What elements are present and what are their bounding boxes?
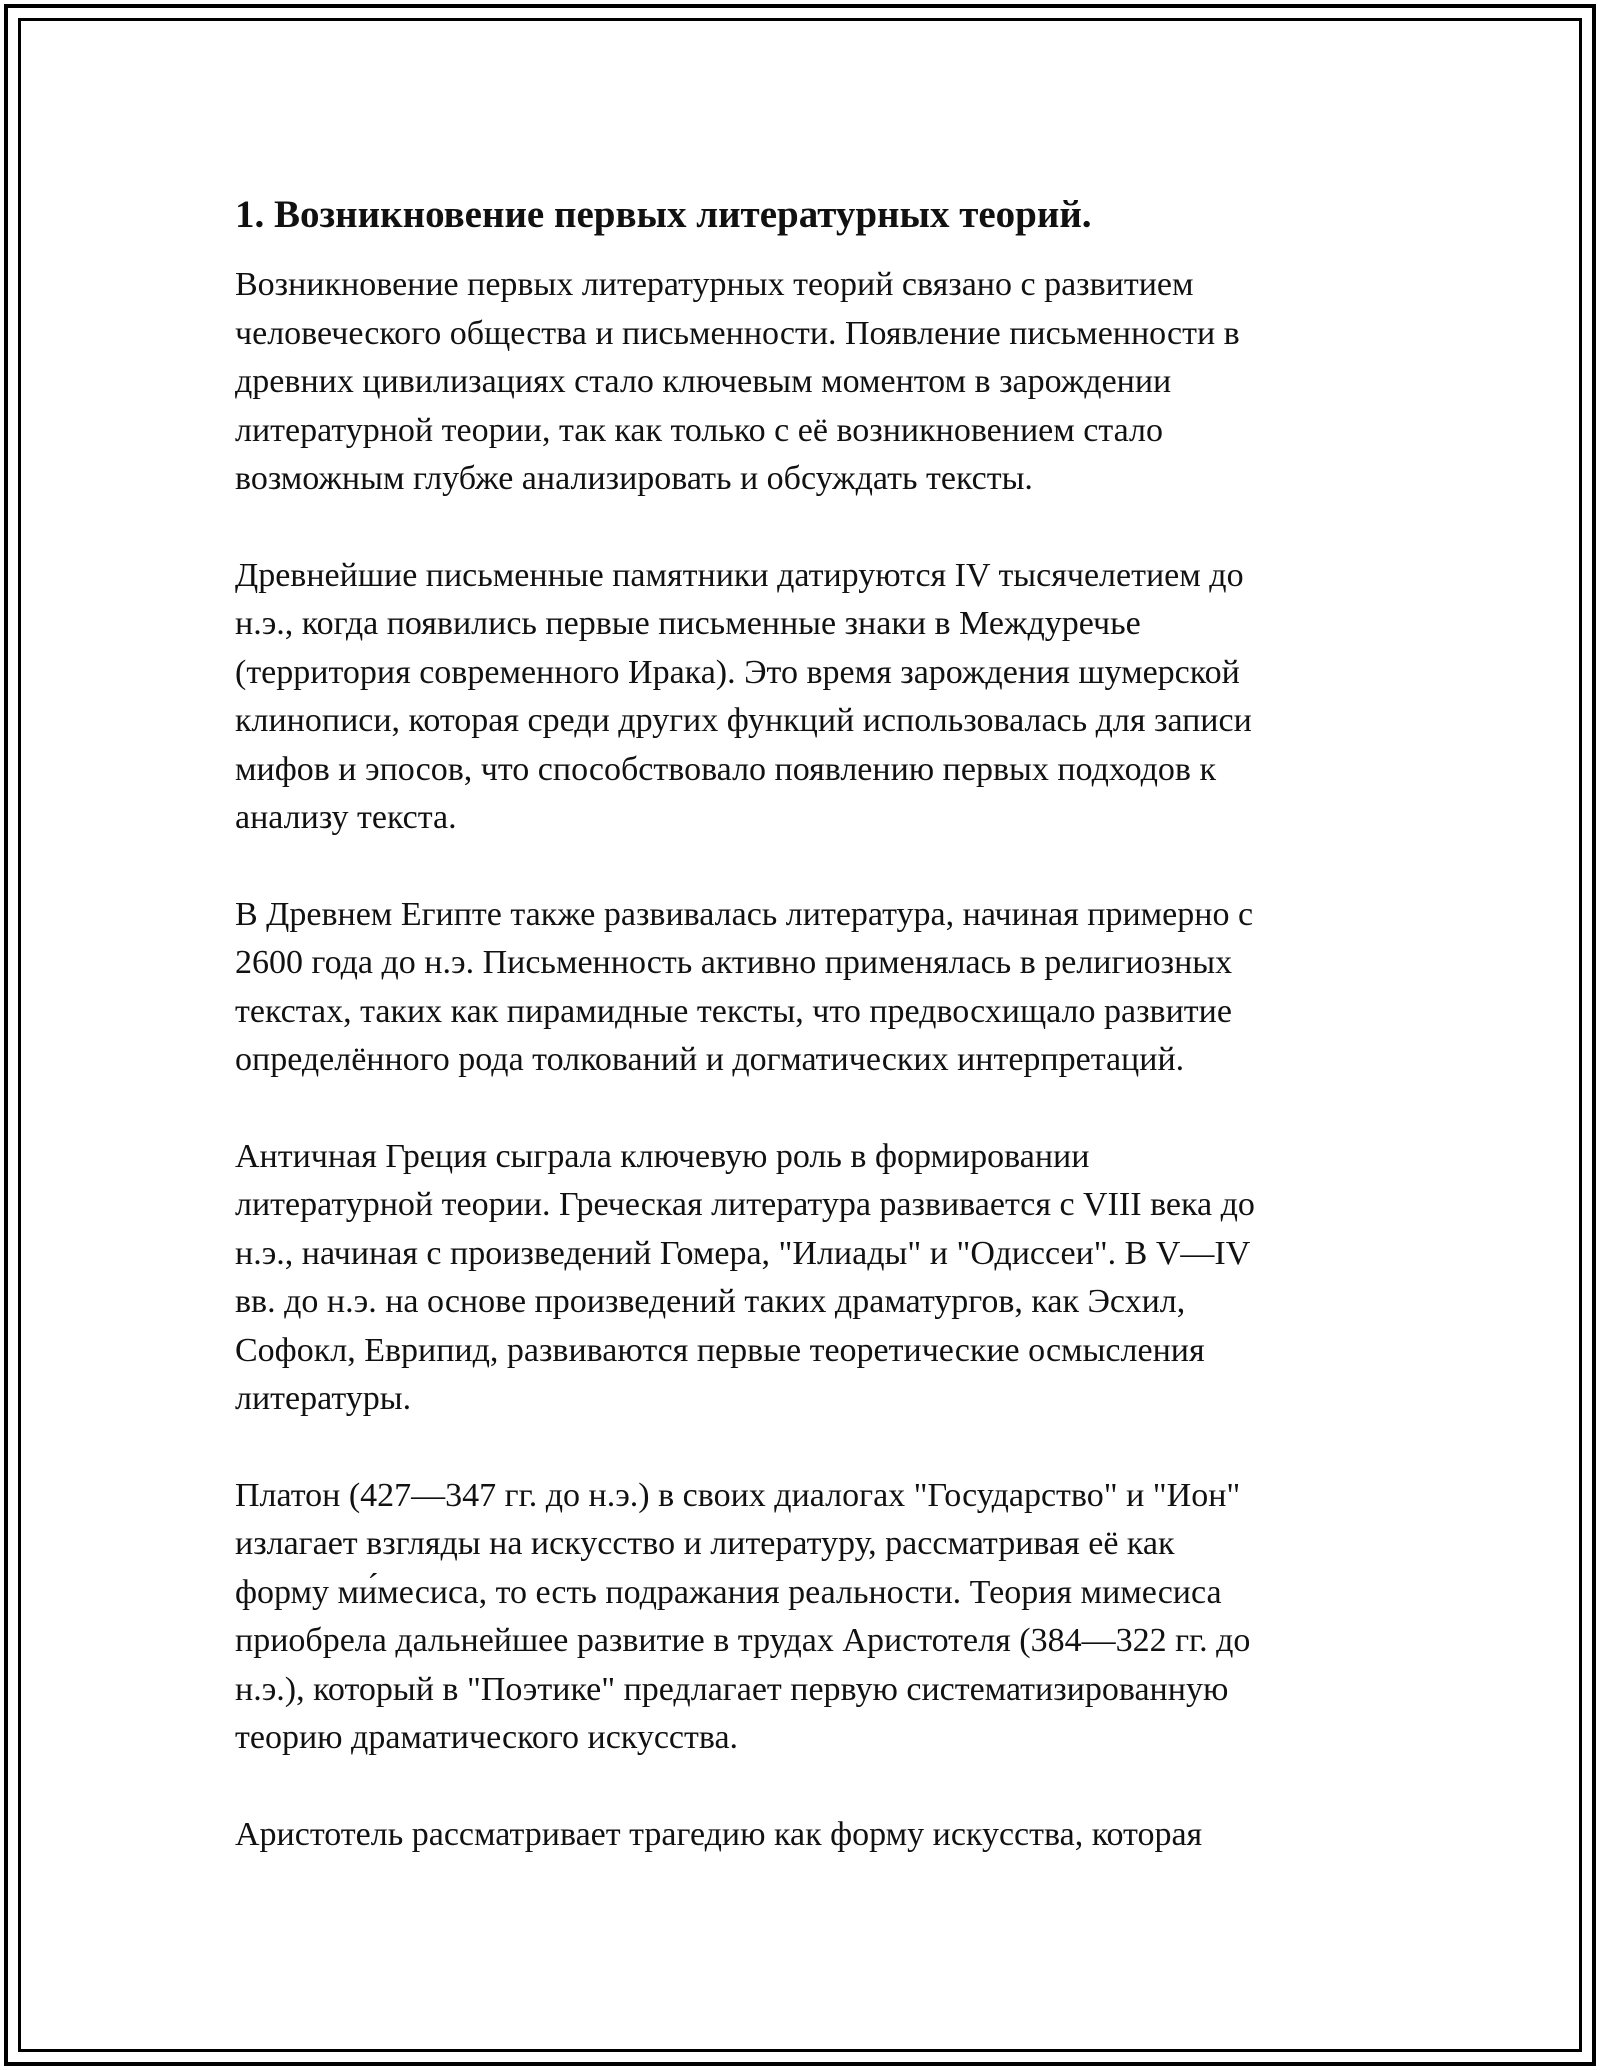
- document-body: [235, 185, 1375, 1907]
- text-line: анализу текста.: [235, 799, 457, 836]
- paragraph-2: [235, 552, 1375, 843]
- text-line: Платон (427—347 гг. до н.э.) в своих диалогах "Государство" и "Ион": [235, 1476, 1241, 1514]
- text-line: (территория современного Ирака). Это время зарождения шумерской: [235, 653, 1240, 691]
- text-line: излагает взгляды на искусство и литературу, рассматривая её как: [235, 1525, 1175, 1562]
- paragraph-1: [235, 261, 1375, 504]
- paragraph-4: [235, 1133, 1375, 1424]
- text-line: определённого рода толкований и догматических интерпретаций.: [235, 1041, 1185, 1078]
- text-line: В Древнем Египте также развивалась литература, начиная примерно с: [235, 895, 1254, 933]
- paragraph-3: [235, 891, 1375, 1085]
- paragraph-6: [235, 1811, 1375, 1860]
- text-line: мифов и эпосов, что способствовало появлению первых подходов к: [235, 750, 1216, 788]
- text-line: текстах, таких как пирамидные тексты, что предвосхищало развитие: [235, 992, 1232, 1030]
- section-heading: 1. Возникновение первых литературных теорий.: [235, 193, 1092, 236]
- text-line: Софокл, Еврипид, развиваются первые теоретические осмысления: [235, 1331, 1205, 1369]
- text-line: Античная Греция сыграла ключевую роль в формировании: [235, 1137, 1090, 1175]
- text-line: Аристотель рассматривает трагедию как форму искусства, которая: [235, 1815, 1203, 1853]
- paragraph-5: [235, 1472, 1375, 1763]
- text-line: вв. до н.э. на основе произведений таких драматургов, как Эсхил,: [235, 1283, 1186, 1320]
- text-line: 2600 года до н.э. Письменность активно применялась в религиозных: [235, 944, 1233, 981]
- text-line: древних цивилизациях стало ключевым моментом в зарождении: [235, 363, 1172, 400]
- text-line: литературы.: [235, 1380, 412, 1417]
- text-line: теорию драматического искусства.: [235, 1719, 739, 1756]
- text-line: человеческого общества и письменности. Появление письменности в: [235, 314, 1240, 352]
- text-line: литературной теории. Греческая литература развивается с VIII века до: [235, 1186, 1255, 1223]
- text-line: Древнейшие письменные памятники датируются IV тысячелетием до: [235, 556, 1244, 594]
- text-line: н.э., начиная с произведений Гомера, "Илиады" и "Одиссеи". В V—IV: [235, 1234, 1251, 1272]
- text-line: н.э., когда появились первые письменные знаки в Междуречье: [235, 605, 1141, 642]
- text-line: н.э.), который в "Поэтике" предлагает первую систематизированную: [235, 1670, 1229, 1708]
- text-line: приобрела дальнейшее развитие в трудах Аристотеля (384—322 гг. до: [235, 1622, 1251, 1659]
- text-line: литературной теории, так как только с её возникновением стало: [235, 411, 1163, 449]
- text-line: Возникновение первых литературных теорий связано с развитием: [235, 266, 1194, 303]
- text-line: форму ми́месиса, то есть подражания реальности. Теория мимесиса: [235, 1573, 1222, 1611]
- text-line: возможным глубже анализировать и обсуждать тексты.: [235, 460, 1033, 497]
- text-line: клинописи, которая среди других функций использовалась для записи: [235, 702, 1252, 739]
